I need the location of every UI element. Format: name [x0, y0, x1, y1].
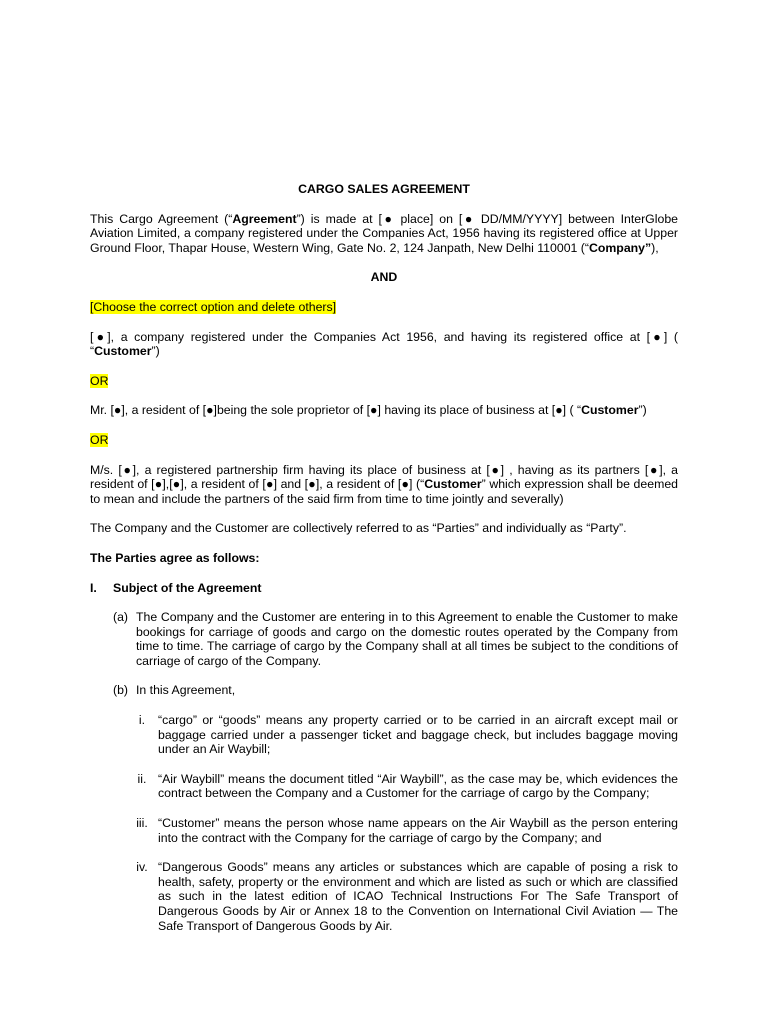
clause-a: [113, 610, 678, 668]
section-title: Subject of the Agreement: [113, 580, 262, 595]
definition-item: [126, 713, 678, 757]
clause-a-label: (a): [113, 610, 129, 625]
clause-b: [113, 683, 678, 698]
option-firm-text-1: M/s. [●], a registered partnership firm having its place of business at [●] , having as its partners [●], a resident of [●],[●], a resident of [●] and [●], a resident of [●] (“: [90, 462, 678, 492]
definition-number: iii.: [136, 816, 148, 831]
intro-text-1: This Cargo Agreement (“: [90, 211, 233, 226]
parties-paragraph: The Company and the Customer are collectively referred to as “Parties” and individually as “Party”.: [90, 521, 627, 536]
agree-heading: The Parties agree as follows:: [90, 550, 260, 565]
definition-text: “Dangerous Goods” means any articles or substances which are capable of posing a risk to health, safety, property or the environment and which are listed as such or which are classified as such in the latest edition of ICAO Technical Instructions For The Safe Transport of Dangerous Goods by Air or Annex 18 to the Convention on International Civil Aviation — The Safe Transport of Dangerous Goods by Air.: [158, 860, 678, 933]
definition-item: [126, 772, 678, 801]
or-separator-1-paragraph: [90, 374, 678, 389]
clause-a-text: The Company and the Customer are entering in to this Agreement to enable the Customer to make bookings for carriage of goods and cargo on the domestic routes operated by the Company from time to time. The carriage of cargo by the Company shall at all times be subject to the conditions of carriage of cargo of the Company.: [136, 610, 678, 668]
clause-b-label: (b): [113, 683, 129, 698]
or-separator-2: OR: [90, 432, 109, 447]
option-proprietor-bold: Customer: [581, 403, 639, 418]
option-company-text-1: [●], a company registered under the Companies Act 1956, and having its registered office at [●] ( “: [90, 329, 678, 359]
intro-text-3: ),: [651, 240, 659, 255]
intro-text-2: ”) is made at [● place] on [● DD/MM/YYYY] between InterGlobe Aviation Limited, a company registered under the Companies Act, 1956 having its registered office at Upper Ground Floor, Thapar House, Western Wing, Gate No. 2, 124 Janpath, New Delhi 110001 (“: [90, 211, 678, 255]
option-proprietor-text-1: Mr. [●], a resident of [●]being the sole proprietor of [●] having its place of business at [●] ( “: [90, 403, 582, 418]
clause-b-text: In this Agreement,: [136, 683, 236, 698]
definition-number: i.: [138, 713, 146, 728]
section-heading: [90, 581, 678, 596]
section-number: I.: [90, 580, 97, 595]
definition-item: [126, 816, 678, 845]
option-proprietor-paragraph: [90, 403, 678, 418]
definition-number: iv.: [136, 860, 148, 875]
option-company-paragraph: [90, 330, 678, 359]
document-title: CARGO SALES AGREEMENT: [298, 182, 470, 196]
choose-note: [Choose the correct option and delete others]: [90, 299, 337, 314]
option-company-text-2: ”): [151, 344, 160, 359]
and-label: AND: [370, 270, 398, 285]
intro-bold-agreement: Agreement: [232, 211, 297, 226]
intro-paragraph: [90, 212, 678, 256]
document-page: [90, 182, 678, 948]
definition-text: “Customer” means the person whose name appears on the Air Waybill as the person entering into the contract with the Company for the carriage of cargo by the Company; and: [158, 816, 678, 845]
option-company-bold: Customer: [94, 344, 152, 359]
or-separator-1: OR: [90, 373, 109, 388]
option-proprietor-text-2: ”): [638, 403, 647, 418]
definition-text: “cargo” or “goods” means any property carried or to be carried in an aircraft except mail or baggage carried under a passenger ticket and baggage check, but includes baggage moving under an Air Waybill;: [158, 713, 678, 757]
definition-number: ii.: [137, 771, 147, 786]
or-separator-2-paragraph: [90, 433, 678, 448]
intro-bold-company: Company”: [588, 240, 652, 255]
option-firm-bold: Customer: [424, 477, 482, 492]
definition-text: “Air Waybill” means the document titled “Air Waybill”, as the case may be, which evidences the contract between the Company and a Customer for the carriage of cargo by the Company;: [158, 771, 678, 801]
option-firm-text-2: ” which expression shall be deemed to mean and include the partners of the said firm from time to time jointly and severally): [90, 477, 678, 506]
definition-item: [126, 860, 678, 933]
choose-note-paragraph: [90, 300, 678, 315]
option-firm-paragraph: [90, 463, 678, 507]
